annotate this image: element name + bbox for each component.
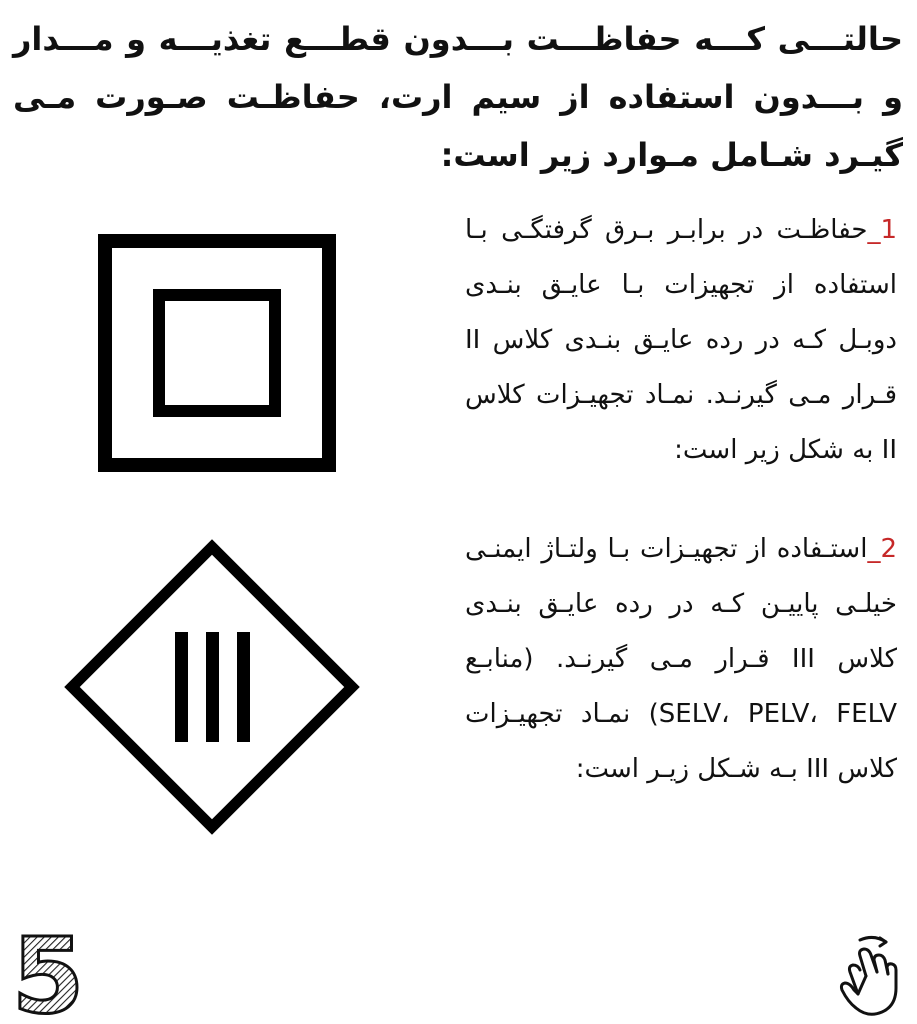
- section-1-text: حفاظـت در برابـر بـرق گرفتگـی بـا استفاده از تجهیزات بـا عایـق بنـدی دوبـل کـه در رده عایـق بنـدی کلاس II قـرار مـی گیرنـد. نمـاد تجهیـزات کلاس II به شکل زیر است:: [465, 215, 897, 465]
- class-ii-symbol-icon: [97, 233, 337, 473]
- page-number-text: 5: [11, 928, 85, 1020]
- page-heading: حالتـــی کـــه حفاظـــت بـــدون قطـــع تغذیـــه و مـــدار و بـــدون استفاده از سیم ارت، حفاظـت صـورت مـی گیـرد شـامل مـوارد زیر است:: [13, 20, 903, 174]
- section-1-number: 1_: [867, 215, 897, 245]
- class-iii-symbol-icon: [62, 537, 362, 837]
- section-2-number: 2_: [867, 534, 897, 564]
- section-2: [465, 522, 897, 797]
- swipe-hand-icon: [830, 932, 906, 1020]
- page-number-icon: [10, 928, 86, 1020]
- section-2-text: استـفاده از تجهیـزات بـا ولتـاژ ایمنـی خیلـی پاییـن کـه در رده عایـق بنـدی کلاس III قـرار مـی گیرنـد. (منابـع SELV، PELV، FELV) نمـاد تجهیـزات کلاس III بـه شـکل زیـر است:: [465, 534, 897, 784]
- section-1: [465, 203, 897, 478]
